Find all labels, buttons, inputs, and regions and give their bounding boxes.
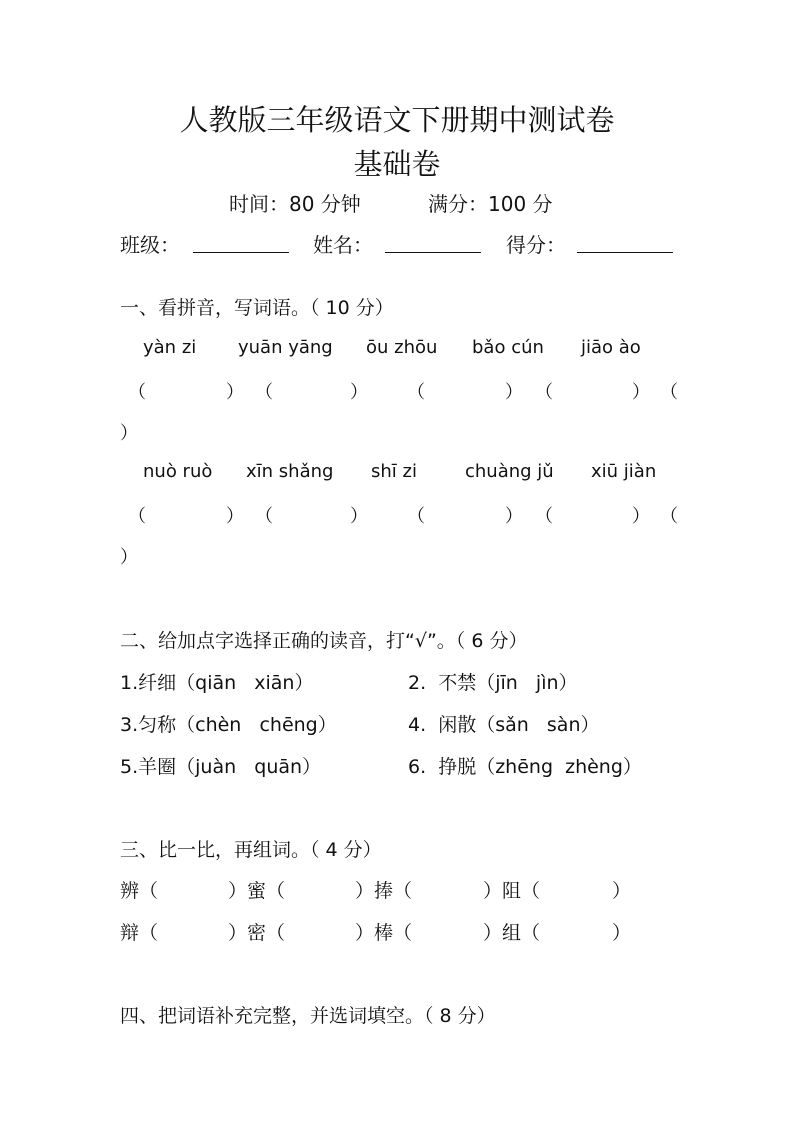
pinyin-item: yàn zi <box>143 337 197 358</box>
answer-paren-close: ） <box>632 506 650 527</box>
pinyin-item: xīn shǎng <box>246 461 334 482</box>
score-label: 得分： <box>506 233 566 257</box>
answer-paren-close: ） <box>505 382 523 403</box>
pinyin-item: chuàng jǔ <box>465 461 554 482</box>
pinyin-item: ōu zhōu <box>366 337 438 358</box>
compare-cell: ）密（ <box>228 922 286 944</box>
pinyin-item: xiū jiàn <box>591 461 657 482</box>
reading-choice-item[interactable]: 1.纤细（qiān xiān） <box>120 672 314 694</box>
compare-cell: ）捧（ <box>355 880 413 902</box>
answer-paren-open: （ <box>255 506 273 527</box>
compare-cell: ） <box>612 922 632 944</box>
full-score-label: 满分：100 分 <box>428 192 553 216</box>
pinyin-item: yuān yāng <box>238 337 333 358</box>
section2-heading: 二、给加点字选择正确的读音，打“√”。（ 6 分） <box>120 630 528 652</box>
answer-paren-open: （ <box>535 382 553 403</box>
answer-paren-close: ） <box>120 547 138 568</box>
name-blank[interactable] <box>385 252 481 253</box>
answer-paren-close: ） <box>350 506 368 527</box>
answer-paren-open: （ <box>255 382 273 403</box>
exam-subtitle: 基础卷 <box>353 147 441 181</box>
class-label: 班级： <box>120 233 180 257</box>
pinyin-item: jiāo ào <box>581 337 641 358</box>
class-blank[interactable] <box>193 252 289 253</box>
answer-paren-close: ） <box>120 423 138 444</box>
answer-paren-close: ） <box>226 382 244 403</box>
section3-heading: 三、比一比，再组词。（ 4 分） <box>120 839 382 861</box>
answer-paren-close: ） <box>226 506 244 527</box>
reading-choice-item[interactable]: 3.匀称（chèn chēng） <box>120 714 337 736</box>
reading-choice-item[interactable]: 2. 不禁（jīn jìn） <box>408 672 578 694</box>
section1-heading: 一、看拼音，写词语。（ 10 分） <box>120 297 394 319</box>
score-blank[interactable] <box>577 252 673 253</box>
answer-paren-open: （ <box>407 382 425 403</box>
answer-paren-open: （ <box>128 506 146 527</box>
compare-cell: ）蜜（ <box>228 880 286 902</box>
compare-cell: ） <box>612 880 632 902</box>
reading-choice-item[interactable]: 6. 挣脱（zhēng zhèng） <box>408 756 642 778</box>
time-label: 时间：80 分钟 <box>229 192 361 216</box>
exam-title: 人教版三年级语文下册期中测试卷 <box>179 103 615 137</box>
name-label: 姓名： <box>313 233 373 257</box>
answer-paren-close: ） <box>505 506 523 527</box>
answer-paren-close: ） <box>350 382 368 403</box>
pinyin-item: nuò ruò <box>143 461 213 482</box>
pinyin-item: bǎo cún <box>472 337 544 358</box>
compare-cell: ）棒（ <box>355 922 413 944</box>
answer-paren-open: （ <box>660 382 678 403</box>
compare-cell: ）阻（ <box>483 880 541 902</box>
answer-paren-close: ） <box>632 382 650 403</box>
pinyin-item: shī zi <box>371 461 417 482</box>
section4-heading: 四、把词语补充完整，并选词填空。（ 8 分） <box>120 1005 496 1027</box>
answer-paren-open: （ <box>535 506 553 527</box>
answer-paren-open: （ <box>128 382 146 403</box>
reading-choice-item[interactable]: 5.羊圈（juàn quān） <box>120 756 322 778</box>
answer-paren-open: （ <box>407 506 425 527</box>
compare-cell: ）组（ <box>483 922 541 944</box>
compare-cell: 辩（ <box>120 922 159 944</box>
reading-choice-item[interactable]: 4. 闲散（sǎn sàn） <box>408 714 600 736</box>
compare-cell: 辨（ <box>120 880 159 902</box>
answer-paren-open: （ <box>660 506 678 527</box>
